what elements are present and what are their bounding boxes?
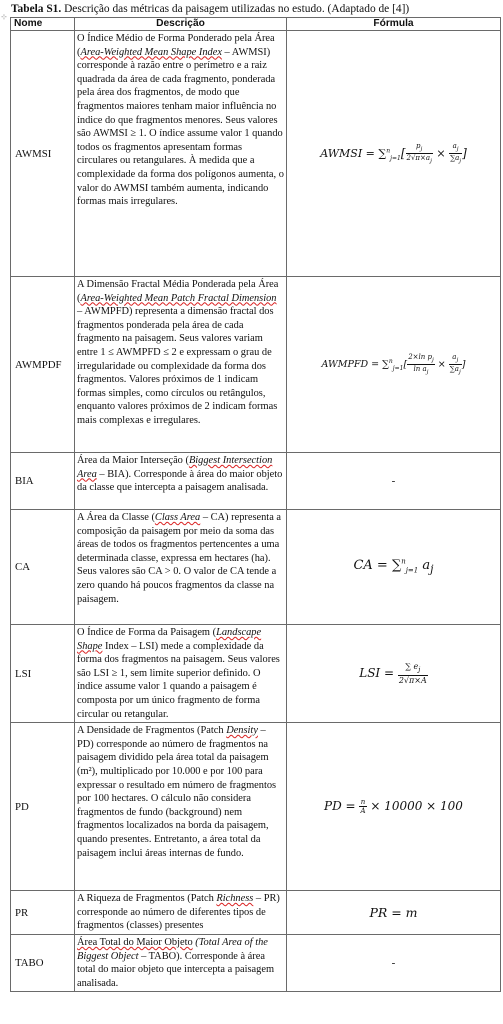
english-term: Landscape Shape [77, 627, 262, 652]
metric-name: BIA [11, 453, 75, 510]
metric-description: A Riqueza de Fragmentos (Patch Richness – PR) corresponde ao número de diferentes tipos de fragmentos (classes) presentes [75, 891, 287, 935]
metric-name: AWMSI [11, 31, 75, 277]
formula-pd: PD = $\frac{n}{A}$ × 10000 × 100 [324, 798, 463, 816]
caption-text: Descrição das métricas da paisagem utilizadas no estudo. (Adaptado de [4]) [61, 3, 410, 15]
table-row [11, 277, 501, 453]
table-row [11, 934, 501, 991]
table-row [11, 453, 501, 510]
formula-pr: PR = m [369, 905, 418, 921]
metric-name: TABO [11, 934, 75, 991]
metric-formula [287, 277, 501, 453]
metric-name: LSI [11, 625, 75, 723]
header-name: Nome [11, 18, 75, 31]
english-term: Area-Weighted Mean Patch Fractal Dimension [80, 292, 277, 304]
english-term: Density [226, 725, 258, 737]
metric-name: AWMPDF [11, 277, 75, 453]
metric-formula [287, 723, 501, 891]
formula-awmpfd: AWMPFD = ∑$^n_{j=1}$[ $\frac{2\times\ln p_j}{\ln a_j}$ × $\frac{a_j}{\sum a_j}$ ] [321, 352, 466, 376]
metric-description: A Área da Classe (Class Area – CA) representa a composição da paisagem por meio da soma das áreas de todos os fragmentos pertencentes a uma determinada classe, expressa em hectares (ha). Seus valores são CA > 0. O valor de CA tende a zero quando há poucos fragmentos da classe na paisagem. [75, 510, 287, 625]
english-term: Biggest Intersection Area [77, 455, 273, 480]
formula-lsi: LSI = $\frac{\sum e_j}{2√\pi\times A}$ [359, 662, 427, 685]
metric-formula [287, 891, 501, 935]
caption-label: Tabela S1. [11, 3, 62, 15]
english-term: Richness [216, 893, 254, 905]
metric-description: Área Total do Maior Objeto (Total Area of the Biggest Object – TABO). Corresponde à área total do maior objeto que intercepta a paisagem analisada. [75, 934, 287, 991]
metric-description: O Índice Médio de Forma Ponderado pela Área (Area-Weighted Mean Shape Index – AWMSI) corresponde à razão entre o perímetro e a raiz quadrada da área de cada fragmento, ponderada pela área dos fragmentos, de modo que fragmentos maiores tenham maior influência no índice do que fragmentos menores. Seus valores são AWMSI ≥ 1. O índice assume valor 1 quando todos os fragmentos apresentam formas circulares ou retangulares. À medida que a complexidade da forma dos polígonos aumenta, o valor do AWMSI também aumenta, indicando formas mais irregulares. [75, 31, 287, 277]
metric-formula [287, 31, 501, 277]
table-header-row [11, 18, 501, 31]
metric-description: Área da Maior Interseção (Biggest Intersection Area – BIA). Corresponde à área do maior objeto da classe que intercepta a paisagem analisada. [75, 453, 287, 510]
table-row [11, 31, 501, 277]
metric-formula [287, 510, 501, 625]
table-row [11, 723, 501, 891]
metric-formula [287, 625, 501, 723]
metric-name: CA [11, 510, 75, 625]
metric-formula: - [287, 934, 501, 991]
table-row [11, 891, 501, 935]
metric-name: PD [11, 723, 75, 891]
metric-description: A Densidade de Fragmentos (Patch Density – PD) corresponde ao número de fragmentos na paisagem dividido pela área total da paisagem (m²), multiplicado por 10.000 e por 100 para expressar o resultado em número de fragmentos por 100 hectares. O cálculo não considera fragmentos de fundo (background) nem fragmentos localizados na borda da paisagem, quando presentes. Entretanto, a área total da paisagem inclui áreas internas de fundo. [75, 723, 287, 891]
header-description: Descrição [75, 18, 287, 31]
formula-ca: CA = ∑$^n_{j=1}$ $a_j$ [353, 558, 434, 576]
table-caption [11, 2, 501, 16]
english-term: Area-Weighted Mean Shape Index [80, 46, 222, 58]
metric-formula: - [287, 453, 501, 510]
table-row [11, 625, 501, 723]
header-formula: Fórmula [287, 18, 501, 31]
metrics-table [10, 17, 501, 992]
formula-awmsi: AWMSI = ∑$^n_{j=1}$[ $\frac{p_j}{2√\pi\times a_j}$ × $\frac{a_j}{\sum a_j}$ ] [320, 141, 467, 165]
english-term: Class Area [154, 512, 201, 523]
metric-name: PR [11, 891, 75, 935]
table-anchor-icon: ⊹ [1, 13, 7, 21]
metric-description: O Índice de Forma da Paisagem (Landscape Shape Index – LSI) mede a complexidade da forma dos fragmentos na paisagem. Seus valores são LSI ≥ 1, sem limite superior definido. O índice assume valor 1 quando a paisagem é composta por um único fragmento de forma circular ou retangular. [75, 625, 287, 723]
metric-description: A Dimensão Fractal Média Ponderada pela Área (Area-Weighted Mean Patch Fractal Dimension – AWMPFD) representa a dimensão fractal dos fragmentos ponderada pela área de cada fragmento na paisagem. Seus valores variam entre 1 ≤ AWMPFD ≤ 2 e expressam o grau de irregularidade ou complexidade da forma dos fragmentos. Valores próximos de 1 indicam formas simples, como círculos ou retângulos, enquanto valores próximos de 2 indicam formas mais complexas e irregulares. [75, 277, 287, 453]
table-row [11, 510, 501, 625]
